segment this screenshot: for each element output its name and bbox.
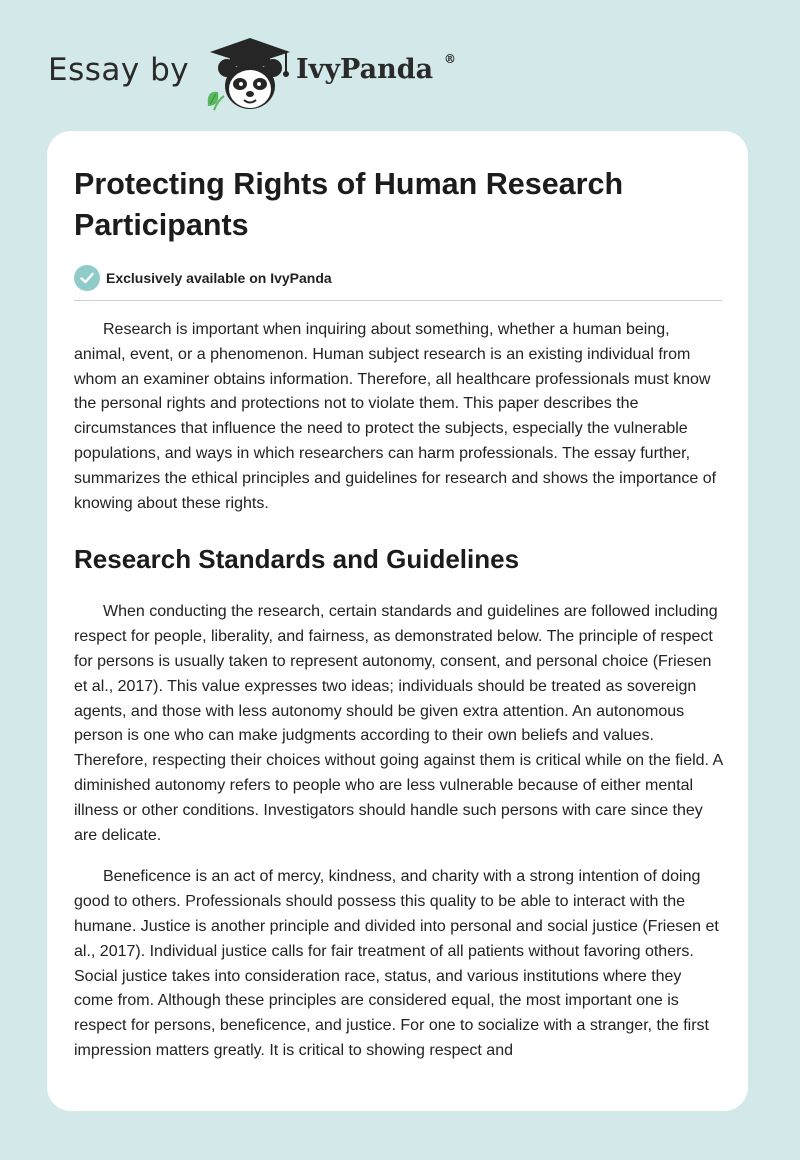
essay-card — [47, 131, 748, 1111]
essay-by-label: Essay by — [48, 52, 190, 88]
check-circle-icon — [74, 265, 100, 291]
exclusive-badge — [74, 265, 724, 291]
section-heading: Research Standards and Guidelines — [74, 544, 520, 575]
registered-mark: ® — [444, 52, 456, 66]
essay-title: Protecting Rights of Human Research Participants — [74, 167, 624, 242]
panda-graduate-logo-icon — [200, 34, 292, 112]
body-paragraph: Beneficence is an act of mercy, kindness, and charity with a strong intention of doing good to others. Professionals should possess this quality to be able to interact with the humane. Justice is another principle and divided into personal and social justice (Friesen et al., 2017). Individual justice calls for fair treatment of all patients without favoring others. Social justice takes into consideration race, status, and various institutions where they come from. Although these principles are considered equal, the most important one is respect for persons, beneficence, and justice. For one to socialize with a stranger, the first impression matters greatly. It is critical to showing respect and — [74, 868, 719, 1059]
intro-paragraph: Research is important when inquiring about something, whether a human being, animal, event, or a phenomenon. Human subject research is an existing individual from whom an examiner obtains information. Therefore, all healthcare professionals must know the personal rights and protections not to violate them. This paper describes the circumstances that influence the need to protect the subjects, especially the vulnerable populations, and ways in which researchers can harm professionals. The essay further, summarizes the ethical principles and guidelines for research and shows the importance of knowing about these rights. — [74, 321, 717, 512]
site-header-logo[interactable] — [48, 32, 508, 112]
exclusive-badge-text: Exclusively available on IvyPanda — [106, 270, 332, 286]
body-paragraph: When conducting the research, certain standards and guidelines are followed including respect for people, liberality, and fairness, as demonstrated below. The principle of respect for persons is usually taken to represent autonomy, consent, and personal choice (Friesen et al., 2017). This value expresses two ideas; individuals should be treated as sovereign agents, and those with less autonomy should be given extra attention. An autonomous person is one who can make judgments according to their own beliefs and values. Therefore, respecting their choices without going against them is critical while on the field. A diminished autonomy refers to people who are less vulnerable because of either mental illness or other conditions. Investigators should handle such persons with care since they are delicate. — [74, 603, 723, 844]
brand-name: IvyPanda — [296, 54, 434, 85]
divider — [74, 300, 722, 301]
essay-content — [74, 164, 724, 1064]
